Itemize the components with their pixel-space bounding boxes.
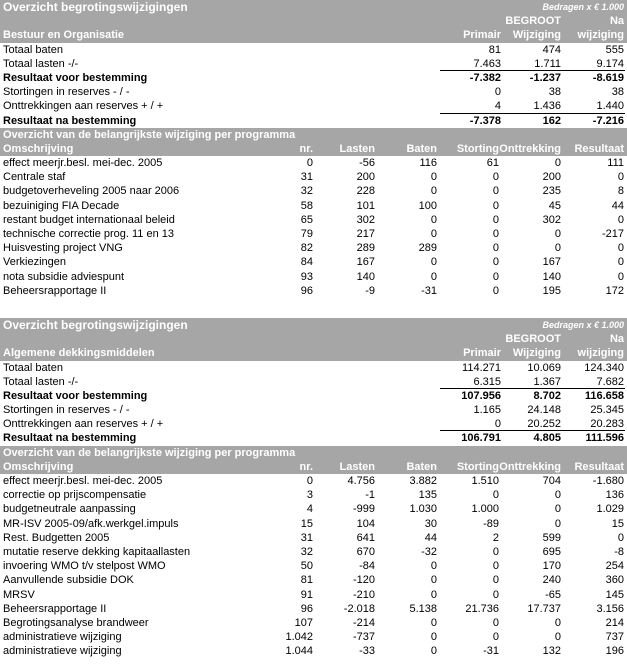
header-begroot: BEGROOT (505, 15, 561, 28)
header-na: Na (609, 333, 624, 346)
program-description: effect meerjr.besl. mei-dec. 2005 (3, 157, 163, 170)
program-onttrekking: 0 (554, 517, 561, 530)
program-storting: 0 (492, 185, 499, 198)
program-lasten: 641 (356, 531, 375, 544)
program-nr: 84 (300, 256, 313, 269)
program-nr: 50 (300, 560, 313, 573)
program-baten: 0 (430, 616, 437, 629)
summary-row (0, 71, 627, 85)
program-resultaat: 214 (605, 616, 624, 629)
program-row (0, 602, 627, 616)
group-name: Bestuur en Organisatie (3, 29, 125, 42)
program-baten: 0 (430, 631, 437, 644)
program-baten: 289 (418, 242, 437, 255)
program-storting: 1.510 (471, 475, 499, 487)
program-nr: 91 (300, 588, 313, 601)
program-row (0, 488, 627, 502)
header-na-wijziging: wijziging (577, 347, 624, 360)
program-lasten: -84 (359, 560, 375, 573)
summary-row (0, 403, 627, 417)
program-lasten: -56 (359, 157, 375, 170)
program-description: Rest. Budgetten 2005 (3, 531, 110, 544)
program-lasten: -999 (352, 503, 375, 516)
summary-label: Onttrekkingen aan reserves + / + (3, 418, 164, 431)
header-wijziging: Wijziging (512, 29, 561, 42)
program-resultaat: 44 (611, 199, 624, 212)
program-onttrekking: 0 (554, 616, 561, 629)
program-lasten: -1 (365, 489, 375, 502)
program-description: correctie op prijscompensatie (3, 489, 147, 502)
program-resultaat: 3.156 (596, 602, 624, 615)
header-resultaat: Resultaat (574, 142, 624, 155)
program-row (0, 184, 627, 198)
program-resultaat: 8 (617, 185, 624, 198)
header-storting: Storting (456, 460, 499, 473)
program-row (0, 502, 627, 516)
summary-value: 114.271 (462, 361, 501, 374)
program-baten: 0 (430, 256, 437, 269)
summary-value: 38 (611, 86, 624, 99)
program-resultaat: 737 (605, 631, 624, 644)
program-baten: 0 (430, 588, 437, 601)
program-lasten: -9 (365, 284, 375, 297)
column-header-top (0, 14, 627, 28)
program-description: bezuiniging FIA Decade (3, 199, 120, 212)
program-resultaat: 136 (605, 489, 624, 502)
program-description: mutatie reserve dekking kapitaallasten (3, 545, 191, 558)
section-title: Overzicht begrotingswijzigingen (3, 0, 188, 14)
program-lasten: -33 (359, 645, 375, 658)
header-primair: Primair (463, 29, 501, 42)
program-nr: 65 (300, 213, 313, 226)
header-omschrijving: Omschrijving (3, 142, 74, 155)
program-baten: -32 (421, 545, 437, 558)
program-resultaat: -8 (614, 545, 624, 558)
summary-value: 24.148 (527, 404, 561, 417)
program-header-row (0, 142, 627, 156)
program-description: effect meerjr.besl. mei-dec. 2005 (3, 475, 163, 487)
program-description: administratieve wijziging (3, 645, 122, 658)
column-header-top (0, 332, 627, 346)
program-resultaat: 0 (617, 242, 624, 255)
program-onttrekking: 0 (554, 157, 561, 170)
summary-row (0, 361, 627, 375)
column-header-bottom (0, 28, 627, 42)
summary-row (0, 57, 627, 71)
program-baten: 44 (424, 531, 437, 544)
summary-row (0, 431, 627, 445)
program-nr: 96 (300, 284, 313, 297)
program-description: Beheersrapportage II (3, 602, 107, 615)
group-name: Algemene dekkingsmiddelen (3, 347, 155, 360)
program-resultaat: 0 (617, 256, 624, 269)
program-row (0, 227, 627, 241)
program-row (0, 545, 627, 559)
program-storting: 0 (492, 574, 499, 587)
program-onttrekking: 0 (554, 489, 561, 502)
program-baten: 0 (430, 228, 437, 240)
summary-value: -7.378 (469, 114, 501, 127)
program-row (0, 573, 627, 587)
program-storting: 21.736 (465, 602, 499, 615)
program-storting: 0 (492, 631, 499, 644)
program-storting: 0 (492, 213, 499, 226)
program-row (0, 531, 627, 545)
summary-value: 107.956 (461, 389, 501, 402)
summary-label: Resultaat voor bestemming (3, 71, 148, 84)
program-description: budgetneutrale aanpassing (3, 503, 136, 516)
program-description: nota subsidie adviespunt (3, 270, 125, 283)
summary-value: 0 (494, 418, 501, 431)
summary-value: 124.340 (584, 361, 624, 374)
program-storting: 0 (492, 489, 499, 502)
summary-value: 555 (605, 43, 624, 56)
header-storting: Storting (456, 142, 499, 155)
program-baten: 0 (430, 560, 437, 573)
section-title-row (0, 318, 627, 332)
program-row (0, 517, 627, 531)
program-storting: 0 (492, 270, 499, 283)
summary-value: 1.165 (473, 404, 501, 417)
header-baten: Baten (406, 460, 437, 473)
program-resultaat: 111 (607, 157, 624, 170)
section-title: Overzicht begrotingswijzigingen (3, 317, 188, 332)
program-lasten: 217 (356, 228, 375, 240)
header-resultaat: Resultaat (574, 460, 624, 473)
amount-note: Bedragen x € 1.000 (542, 2, 624, 12)
program-description: budgetoverheveling 2005 naar 2006 (3, 185, 180, 198)
program-resultaat: 172 (605, 284, 624, 297)
program-lasten: -737 (352, 631, 375, 644)
program-baten: 0 (430, 574, 437, 587)
program-lasten: 228 (356, 185, 375, 198)
program-description: Aanvullende subsidie DOK (3, 574, 134, 587)
program-baten: 100 (418, 199, 437, 212)
program-baten: 0 (430, 270, 437, 283)
program-row (0, 241, 627, 255)
summary-row (0, 85, 627, 99)
program-onttrekking: -65 (545, 588, 561, 601)
program-storting: 0 (492, 171, 499, 184)
summary-value: 81 (488, 43, 501, 56)
program-resultaat: 15 (611, 517, 624, 530)
header-na: Na (609, 15, 624, 28)
header-nr: nr. (299, 460, 313, 473)
program-description: MRSV (3, 588, 35, 601)
program-description: restant budget internationaal beleid (3, 213, 175, 226)
budget-section (0, 0, 627, 298)
program-row (0, 156, 627, 170)
program-row (0, 630, 627, 644)
summary-row (0, 43, 627, 57)
program-nr: 81 (300, 574, 313, 587)
program-description: MR-ISV 2005-09/afk.werkgel.impuls (3, 517, 179, 530)
program-resultaat: 0 (617, 531, 624, 544)
program-storting: 0 (492, 284, 499, 297)
program-title-row (0, 446, 627, 460)
section-gap (0, 298, 627, 318)
program-onttrekking: 0 (554, 242, 561, 255)
program-nr: 58 (300, 199, 313, 212)
program-storting: 0 (492, 242, 499, 255)
program-lasten: 104 (356, 517, 375, 530)
program-resultaat: 0 (617, 270, 624, 283)
program-row (0, 616, 627, 630)
program-onttrekking: 0 (554, 503, 561, 516)
program-storting: 0 (492, 560, 499, 573)
program-nr: 15 (300, 517, 313, 530)
summary-row (0, 417, 627, 431)
program-description: Verkiezingen (3, 256, 66, 269)
program-lasten: 302 (356, 213, 375, 226)
summary-row (0, 375, 627, 389)
summary-value: 1.440 (596, 100, 624, 113)
section-title-row (0, 0, 627, 14)
program-onttrekking: 704 (542, 475, 561, 487)
budget-section (0, 318, 627, 659)
program-storting: 1.000 (471, 503, 499, 516)
program-lasten: -214 (352, 616, 375, 629)
summary-label: Totaal baten (3, 361, 63, 374)
summary-value: 4 (494, 100, 501, 113)
summary-value: 1.711 (534, 57, 561, 70)
program-baten: 5.138 (409, 602, 437, 615)
program-onttrekking: 170 (542, 560, 561, 573)
summary-label: Totaal lasten -/- (3, 57, 79, 70)
program-storting: 0 (492, 199, 499, 212)
summary-label: Totaal lasten -/- (3, 375, 79, 388)
summary-value: 116.658 (584, 389, 624, 402)
program-row (0, 588, 627, 602)
header-omschrijving: Omschrijving (3, 460, 74, 473)
program-baten: 0 (430, 645, 437, 658)
summary-row (0, 99, 627, 113)
summary-value: 38 (548, 86, 561, 99)
program-storting: 0 (492, 616, 499, 629)
program-row (0, 170, 627, 184)
program-onttrekking: 599 (542, 531, 561, 544)
program-lasten: 167 (356, 256, 375, 269)
program-title: Overzicht van de belangrijkste wijziging per programma (3, 128, 296, 141)
program-nr: 32 (300, 545, 313, 558)
program-nr: 0 (306, 475, 313, 487)
program-onttrekking: 167 (542, 256, 561, 269)
program-nr: 96 (300, 602, 313, 615)
summary-row (0, 389, 627, 403)
program-onttrekking: 45 (548, 199, 561, 212)
program-row (0, 255, 627, 269)
summary-value: 7.682 (596, 375, 624, 388)
program-baten: 1.030 (409, 503, 437, 516)
program-onttrekking: 140 (542, 270, 561, 283)
header-onttrekking: Onttrekking (499, 460, 561, 473)
header-begroot: BEGROOT (505, 333, 561, 346)
program-lasten: -120 (352, 574, 375, 587)
program-description: Begrotingsanalyse brandweer (3, 616, 149, 629)
summary-value: 111.596 (585, 432, 624, 445)
program-baten: 3.882 (409, 475, 437, 487)
program-lasten: 101 (356, 199, 375, 212)
program-row (0, 644, 627, 658)
summary-label: Totaal baten (3, 43, 63, 56)
header-onttrekking: Onttrekking (499, 142, 561, 155)
program-onttrekking: 302 (542, 213, 561, 226)
summary-value: 1.367 (533, 375, 561, 388)
program-storting: -89 (483, 517, 499, 530)
summary-value: -7.216 (592, 114, 624, 127)
program-resultaat: 145 (605, 588, 624, 601)
summary-label: Stortingen in reserves - / - (3, 86, 130, 99)
header-wijziging: Wijziging (512, 347, 561, 360)
program-onttrekking: 200 (542, 171, 561, 184)
program-nr: 31 (300, 531, 313, 544)
program-baten: 0 (430, 171, 437, 184)
program-onttrekking: 240 (542, 574, 561, 587)
program-resultaat: 254 (605, 560, 624, 573)
program-nr: 4 (306, 503, 313, 516)
summary-value: 8.702 (533, 389, 561, 402)
program-storting: -31 (483, 645, 499, 658)
program-header-row (0, 460, 627, 474)
summary-value: -8.619 (592, 71, 624, 84)
program-row (0, 284, 627, 298)
program-onttrekking: 695 (542, 545, 561, 558)
program-storting: 0 (492, 545, 499, 558)
program-row (0, 213, 627, 227)
summary-label: Onttrekkingen aan reserves + / + (3, 100, 164, 113)
header-lasten: Lasten (339, 142, 375, 155)
program-resultaat: 0 (617, 171, 624, 184)
program-title-row (0, 128, 627, 142)
program-onttrekking: 0 (554, 631, 561, 644)
program-resultaat: 196 (605, 645, 624, 658)
header-baten: Baten (406, 142, 437, 155)
program-onttrekking: 0 (554, 228, 561, 240)
header-nr: nr. (299, 142, 313, 155)
program-storting: 61 (486, 157, 499, 170)
summary-value: 20.252 (527, 418, 561, 431)
summary-label: Resultaat na bestemming (3, 114, 137, 127)
program-description: technische correctie prog. 11 en 13 (3, 228, 175, 240)
summary-value: -1.237 (529, 71, 561, 84)
summary-value: 10.069 (527, 361, 561, 374)
program-lasten: -2.018 (343, 602, 375, 615)
program-nr: 0 (306, 157, 313, 170)
summary-value: -7.382 (469, 71, 501, 84)
program-nr: 1.042 (285, 631, 313, 644)
program-nr: 3 (306, 489, 313, 502)
summary-row (0, 114, 627, 128)
summary-label: Resultaat voor bestemming (3, 389, 148, 402)
program-row (0, 199, 627, 213)
program-resultaat: -1.680 (592, 475, 624, 487)
header-lasten: Lasten (339, 460, 375, 473)
summary-label: Resultaat na bestemming (3, 432, 137, 445)
program-lasten: 140 (356, 270, 375, 283)
program-row (0, 474, 627, 488)
summary-value: 25.345 (590, 404, 624, 417)
program-resultaat: 0 (617, 213, 624, 226)
summary-value: 162 (542, 114, 561, 127)
program-nr: 1.044 (285, 645, 313, 658)
program-nr: 32 (300, 185, 313, 198)
program-title: Overzicht van de belangrijkste wijziging per programma (3, 446, 296, 459)
program-onttrekking: 17.737 (527, 602, 561, 615)
program-storting: 0 (492, 256, 499, 269)
header-primair: Primair (463, 347, 501, 360)
summary-label: Stortingen in reserves - / - (3, 404, 130, 417)
program-description: Beheersrapportage II (3, 284, 107, 297)
amount-note: Bedragen x € 1.000 (542, 319, 624, 330)
program-resultaat: -217 (601, 228, 624, 240)
program-row (0, 559, 627, 573)
program-lasten: 4.756 (347, 475, 375, 487)
summary-value: 4.805 (533, 432, 561, 445)
summary-value: 6.315 (473, 375, 501, 388)
summary-value: 474 (542, 43, 561, 56)
program-lasten: 670 (356, 545, 375, 558)
program-resultaat: 1.029 (596, 503, 624, 516)
summary-value: 106.791 (461, 432, 501, 445)
program-baten: -31 (421, 284, 437, 297)
program-onttrekking: 132 (542, 645, 561, 658)
program-row (0, 270, 627, 284)
program-storting: 0 (492, 588, 499, 601)
program-lasten: 289 (356, 242, 375, 255)
program-nr: 31 (300, 171, 313, 184)
program-baten: 30 (424, 517, 437, 530)
program-storting: 2 (492, 531, 499, 544)
program-description: administratieve wijziging (3, 631, 122, 644)
summary-value: 1.436 (533, 100, 561, 113)
program-baten: 0 (430, 213, 437, 226)
program-baten: 116 (419, 157, 437, 170)
program-nr: 93 (300, 270, 313, 283)
program-storting: 0 (492, 228, 499, 240)
program-baten: 135 (418, 489, 437, 502)
program-description: Centrale staf (3, 171, 66, 184)
program-onttrekking: 195 (542, 284, 561, 297)
summary-value: 7.463 (473, 57, 501, 70)
column-header-bottom (0, 346, 627, 360)
program-nr: 82 (300, 242, 313, 255)
header-na-wijziging: wijziging (577, 29, 624, 42)
program-description: invoering WMO t/v stelpost WMO (3, 560, 166, 573)
program-description: Huisvesting project VNG (3, 242, 123, 255)
program-nr: 107 (294, 616, 313, 629)
program-lasten: -210 (352, 588, 375, 601)
summary-value: 20.283 (590, 418, 624, 431)
program-baten: 0 (430, 185, 437, 198)
summary-value: 9.174 (596, 57, 624, 70)
program-onttrekking: 235 (542, 185, 561, 198)
summary-value: 0 (494, 86, 501, 99)
program-resultaat: 360 (605, 574, 624, 587)
program-lasten: 200 (356, 171, 375, 184)
program-nr: 79 (300, 228, 313, 240)
